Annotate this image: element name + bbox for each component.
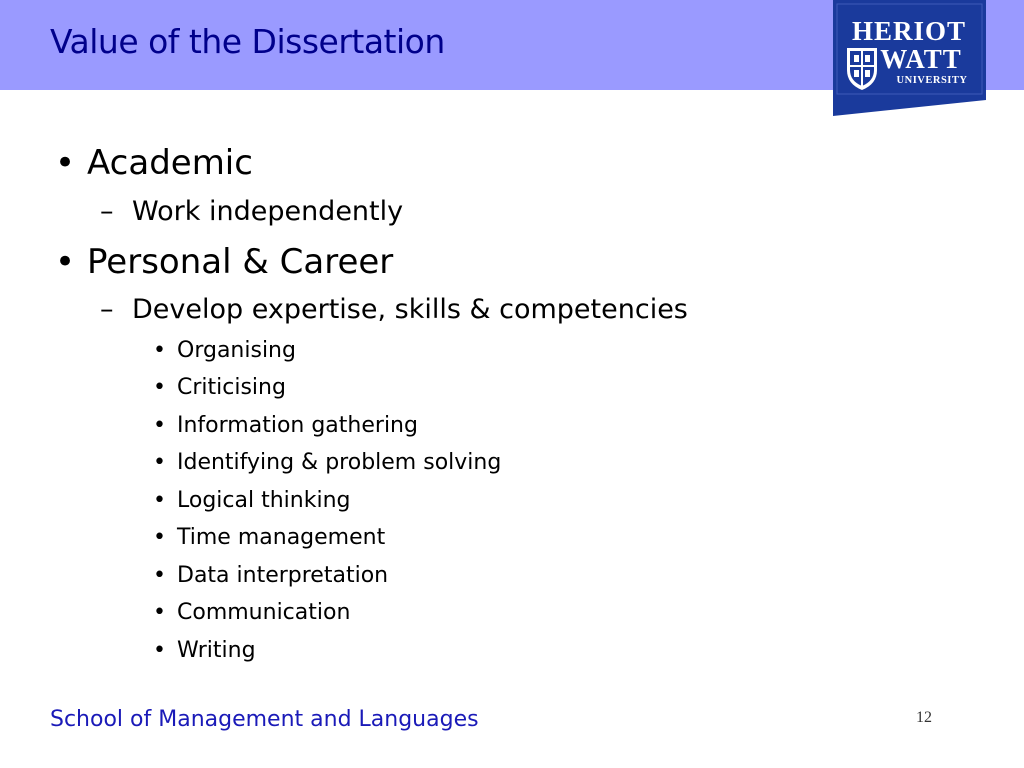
- list-item-text: Time management: [177, 525, 386, 550]
- list-item: [153, 375, 286, 400]
- list-item: [153, 488, 350, 513]
- logo-line-1: HERIOT: [851, 16, 967, 46]
- list-item: [153, 450, 501, 475]
- bullet-marker: •: [153, 413, 166, 438]
- bullet-marker: •: [153, 563, 166, 588]
- list-item-text: Information gathering: [177, 413, 418, 438]
- page-number: 12: [916, 709, 932, 726]
- bullet-marker: •: [153, 450, 166, 475]
- sub-bullet-text: Work independently: [132, 196, 404, 227]
- list-item: [153, 338, 296, 363]
- bullet-marker: •: [153, 375, 166, 400]
- list-item-text: Data interpretation: [177, 563, 389, 588]
- bullet-text: Academic: [87, 143, 253, 183]
- list-item-text: Organising: [177, 338, 296, 363]
- list-item-text: Writing: [177, 638, 256, 663]
- bullet-marker: •: [153, 338, 166, 363]
- list-item: [153, 600, 350, 625]
- list-item-text: Communication: [177, 600, 351, 625]
- dash-marker: –: [100, 294, 114, 325]
- list-item: [153, 413, 418, 438]
- bullet-academic: [55, 143, 253, 183]
- bullet-marker: •: [55, 143, 76, 183]
- sub-bullet-work-independently: [100, 196, 403, 227]
- dash-marker: –: [100, 196, 114, 227]
- logo-line-3: UNIVERSITY: [896, 75, 968, 86]
- bullet-marker: •: [153, 638, 166, 663]
- list-item-text: Logical thinking: [177, 488, 351, 513]
- sub-bullet-text: Develop expertise, skills & competencies: [132, 294, 688, 325]
- list-item-text: Identifying & problem solving: [177, 450, 502, 475]
- slide-title: Value of the Dissertation: [50, 22, 445, 61]
- list-item: [153, 638, 256, 663]
- list-item-text: Criticising: [177, 375, 286, 400]
- sub-bullet-develop-expertise: [100, 294, 688, 325]
- bullet-marker: •: [153, 488, 166, 513]
- bullet-personal-career: [55, 242, 393, 282]
- logo-line-2: WATT: [880, 44, 962, 74]
- bullet-marker: •: [153, 525, 166, 550]
- list-item: [153, 525, 385, 550]
- footer-school-name: School of Management and Languages: [50, 707, 479, 732]
- bullet-marker: •: [55, 242, 76, 282]
- list-item: [153, 563, 388, 588]
- bullet-text: Personal & Career: [87, 242, 394, 282]
- bullet-marker: •: [153, 600, 166, 625]
